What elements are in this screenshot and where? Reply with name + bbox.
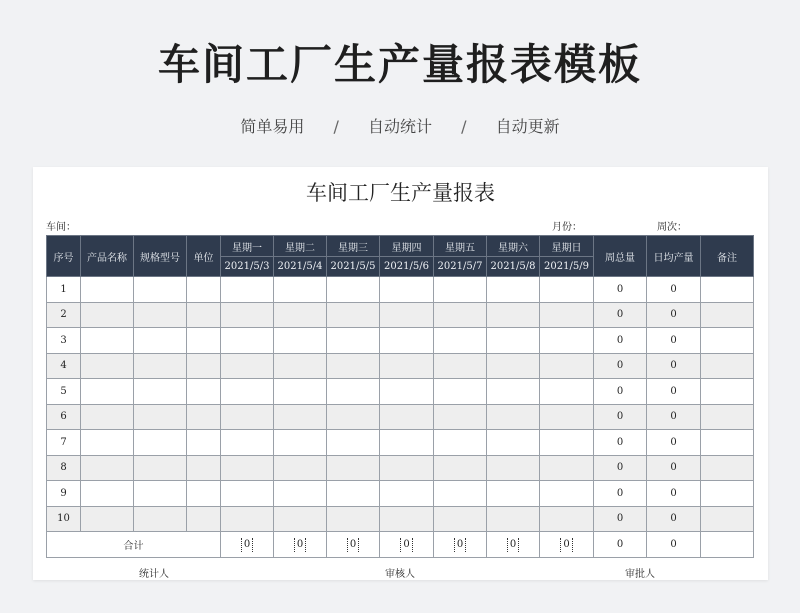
weekly-total-cell[interactable]: 0 [594, 455, 647, 481]
month-label[interactable]: 月份： [552, 222, 582, 233]
header-day: 星期一 [221, 236, 274, 257]
day-cell[interactable] [221, 353, 274, 379]
day-cell[interactable] [540, 430, 594, 456]
table-row [47, 455, 754, 481]
header-remarks: 备注 [701, 236, 754, 277]
daily-avg-cell[interactable]: 0 [647, 353, 701, 379]
spec-cell[interactable] [134, 353, 187, 379]
remarks-cell[interactable] [701, 328, 754, 354]
day-cell[interactable] [540, 277, 594, 303]
spec-cell[interactable] [134, 277, 187, 303]
remarks-cell[interactable] [701, 379, 754, 405]
seq-cell[interactable]: 6 [47, 404, 81, 430]
spec-cell[interactable] [134, 455, 187, 481]
product-cell[interactable] [81, 506, 134, 532]
remarks-cell[interactable] [701, 430, 754, 456]
day-cell[interactable] [327, 353, 380, 379]
unit-cell[interactable] [187, 481, 221, 507]
header-day: 星期三 [327, 236, 380, 257]
remarks-cell[interactable] [701, 277, 754, 303]
day-cell[interactable] [327, 328, 380, 354]
header-date: 2021/5/7 [434, 257, 487, 277]
spec-cell[interactable] [134, 430, 187, 456]
day-cell[interactable] [380, 277, 434, 303]
day-cell[interactable] [434, 277, 487, 303]
weekly-total-cell[interactable]: 0 [594, 277, 647, 303]
day-cell[interactable] [274, 404, 327, 430]
day-total-cell[interactable]: 0 [327, 532, 380, 558]
header-date: 2021/5/5 [327, 257, 380, 277]
product-cell[interactable] [81, 481, 134, 507]
day-cell[interactable] [274, 481, 327, 507]
day-cell[interactable] [221, 277, 274, 303]
unit-cell[interactable] [187, 430, 221, 456]
day-cell[interactable] [380, 430, 434, 456]
spec-cell[interactable] [134, 481, 187, 507]
seq-cell[interactable]: 7 [47, 430, 81, 456]
day-cell[interactable] [487, 379, 540, 405]
day-cell[interactable] [327, 506, 380, 532]
day-cell[interactable] [540, 353, 594, 379]
total-row [47, 532, 754, 558]
day-cell[interactable] [487, 302, 540, 328]
day-cell[interactable] [327, 379, 380, 405]
day-cell[interactable] [434, 404, 487, 430]
header-day: 星期四 [380, 236, 434, 257]
day-cell[interactable] [380, 481, 434, 507]
remarks-cell[interactable] [701, 455, 754, 481]
weekly-total-cell[interactable]: 0 [594, 328, 647, 354]
day-cell[interactable] [487, 506, 540, 532]
day-cell[interactable] [434, 455, 487, 481]
footer-stat-person: 统计人 [139, 569, 169, 580]
day-cell[interactable] [487, 430, 540, 456]
unit-cell[interactable] [187, 404, 221, 430]
total-weekly[interactable]: 0 [594, 532, 647, 558]
day-cell[interactable] [274, 277, 327, 303]
day-total-cell[interactable]: 0 [540, 532, 594, 558]
unit-cell[interactable] [187, 302, 221, 328]
day-cell[interactable] [380, 379, 434, 405]
day-cell[interactable] [380, 404, 434, 430]
table-row [47, 302, 754, 328]
daily-avg-cell[interactable]: 0 [647, 404, 701, 430]
day-total-cell[interactable]: 0 [380, 532, 434, 558]
day-cell[interactable] [540, 455, 594, 481]
header-product: 产品名称 [81, 236, 134, 277]
sheet-title: 车间工厂生产量报表 [306, 181, 495, 205]
header-unit: 单位 [187, 236, 221, 277]
header-spec: 规格型号 [134, 236, 187, 277]
day-cell[interactable] [274, 353, 327, 379]
seq-cell[interactable]: 4 [47, 353, 81, 379]
seq-cell[interactable]: 9 [47, 481, 81, 507]
unit-cell[interactable] [187, 455, 221, 481]
day-cell[interactable] [327, 277, 380, 303]
remarks-cell[interactable] [701, 506, 754, 532]
day-cell[interactable] [274, 302, 327, 328]
separator: / [461, 117, 467, 136]
day-cell[interactable] [221, 430, 274, 456]
weekly-total-cell[interactable]: 0 [594, 506, 647, 532]
day-cell[interactable] [221, 404, 274, 430]
day-cell[interactable] [221, 455, 274, 481]
day-cell[interactable] [380, 302, 434, 328]
day-cell[interactable] [434, 353, 487, 379]
day-cell[interactable] [327, 430, 380, 456]
daily-avg-cell[interactable]: 0 [647, 455, 701, 481]
spec-cell[interactable] [134, 302, 187, 328]
header-day: 星期五 [434, 236, 487, 257]
day-cell[interactable] [327, 302, 380, 328]
product-cell[interactable] [81, 379, 134, 405]
product-cell[interactable] [81, 328, 134, 354]
seq-cell[interactable]: 10 [47, 506, 81, 532]
table-row [47, 328, 754, 354]
day-cell[interactable] [221, 328, 274, 354]
day-cell[interactable] [274, 328, 327, 354]
header-date: 2021/5/4 [274, 257, 327, 277]
feature-auto-update: 自动更新 [495, 117, 560, 136]
seq-cell[interactable]: 2 [47, 302, 81, 328]
day-cell[interactable] [540, 379, 594, 405]
daily-avg-cell[interactable]: 0 [647, 481, 701, 507]
day-cell[interactable] [380, 455, 434, 481]
header-date: 2021/5/3 [221, 257, 274, 277]
daily-avg-cell[interactable]: 0 [647, 302, 701, 328]
day-cell[interactable] [221, 506, 274, 532]
table-row [47, 277, 754, 303]
workshop-label[interactable]: 车间： [46, 222, 76, 233]
product-cell[interactable] [81, 455, 134, 481]
daily-avg-cell[interactable]: 0 [647, 277, 701, 303]
day-cell[interactable] [434, 328, 487, 354]
separator: / [333, 117, 339, 136]
weekly-total-cell[interactable]: 0 [594, 353, 647, 379]
header-date: 2021/5/6 [380, 257, 434, 277]
seq-cell[interactable]: 1 [47, 277, 81, 303]
day-cell[interactable] [540, 302, 594, 328]
seq-cell[interactable]: 3 [47, 328, 81, 354]
product-cell[interactable] [81, 277, 134, 303]
spec-cell[interactable] [134, 404, 187, 430]
day-cell[interactable] [487, 277, 540, 303]
day-cell[interactable] [434, 481, 487, 507]
table-row [47, 404, 754, 430]
day-cell[interactable] [221, 379, 274, 405]
day-cell[interactable] [540, 481, 594, 507]
day-total-cell[interactable]: 0 [487, 532, 540, 558]
feature-easy: 简单易用 [240, 117, 305, 136]
report-sheet [33, 167, 768, 580]
day-cell[interactable] [434, 506, 487, 532]
unit-cell[interactable] [187, 277, 221, 303]
daily-avg-cell[interactable]: 0 [647, 506, 701, 532]
total-remarks[interactable] [701, 532, 754, 558]
day-total-cell[interactable]: 0 [434, 532, 487, 558]
unit-cell[interactable] [187, 506, 221, 532]
product-cell[interactable] [81, 430, 134, 456]
header-date: 2021/5/8 [487, 257, 540, 277]
day-cell[interactable] [487, 404, 540, 430]
daily-avg-cell[interactable]: 0 [647, 430, 701, 456]
spec-cell[interactable] [134, 328, 187, 354]
spec-cell[interactable] [134, 379, 187, 405]
total-daily-avg[interactable]: 0 [647, 532, 701, 558]
day-cell[interactable] [540, 506, 594, 532]
weekly-total-cell[interactable]: 0 [594, 430, 647, 456]
unit-cell[interactable] [187, 353, 221, 379]
total-label: 合计 [47, 532, 221, 558]
remarks-cell[interactable] [701, 404, 754, 430]
day-cell[interactable] [487, 455, 540, 481]
feature-tagline [0, 114, 800, 137]
header-daily-avg: 日均产量 [647, 236, 701, 277]
table-row [47, 430, 754, 456]
header-day: 星期日 [540, 236, 594, 257]
day-cell[interactable] [221, 481, 274, 507]
seq-cell[interactable]: 8 [47, 455, 81, 481]
day-cell[interactable] [380, 328, 434, 354]
daily-avg-cell[interactable]: 0 [647, 379, 701, 405]
unit-cell[interactable] [187, 328, 221, 354]
day-cell[interactable] [327, 404, 380, 430]
weekly-total-cell[interactable]: 0 [594, 481, 647, 507]
day-cell[interactable] [221, 302, 274, 328]
product-cell[interactable] [81, 404, 134, 430]
table-row [47, 481, 754, 507]
day-cell[interactable] [327, 481, 380, 507]
weekly-total-cell[interactable]: 0 [594, 404, 647, 430]
production-table [46, 235, 754, 558]
day-cell[interactable] [380, 506, 434, 532]
daily-avg-cell[interactable]: 0 [647, 328, 701, 354]
day-cell[interactable] [434, 379, 487, 405]
weekly-total-cell[interactable]: 0 [594, 302, 647, 328]
weekly-total-cell[interactable]: 0 [594, 379, 647, 405]
header-date: 2021/5/9 [540, 257, 594, 277]
day-cell[interactable] [540, 328, 594, 354]
day-cell[interactable] [434, 430, 487, 456]
seq-cell[interactable]: 5 [47, 379, 81, 405]
day-total-cell[interactable]: 0 [274, 532, 327, 558]
remarks-cell[interactable] [701, 353, 754, 379]
feature-auto-stats: 自动统计 [367, 117, 432, 136]
header-day: 星期二 [274, 236, 327, 257]
header-seq: 序号 [47, 236, 81, 277]
day-total-cell[interactable]: 0 [221, 532, 274, 558]
day-cell[interactable] [487, 353, 540, 379]
table-row [47, 506, 754, 532]
page-title: 车间工厂生产量报表模板 [157, 40, 642, 89]
week-label[interactable]: 周次： [657, 222, 687, 233]
footer-reviewer: 审核人 [385, 569, 415, 580]
day-cell[interactable] [274, 379, 327, 405]
day-cell[interactable] [274, 430, 327, 456]
table-row [47, 353, 754, 379]
day-cell[interactable] [434, 302, 487, 328]
day-cell[interactable] [540, 404, 594, 430]
day-cell[interactable] [487, 481, 540, 507]
table-row [47, 379, 754, 405]
day-cell[interactable] [487, 328, 540, 354]
day-cell[interactable] [380, 353, 434, 379]
header-day: 星期六 [487, 236, 540, 257]
day-cell[interactable] [274, 506, 327, 532]
header-weekly-total: 周总量 [594, 236, 647, 277]
remarks-cell[interactable] [701, 302, 754, 328]
footer-approver: 审批人 [625, 569, 655, 580]
day-cell[interactable] [274, 455, 327, 481]
product-cell[interactable] [81, 302, 134, 328]
product-cell[interactable] [81, 353, 134, 379]
spec-cell[interactable] [134, 506, 187, 532]
unit-cell[interactable] [187, 379, 221, 405]
day-cell[interactable] [327, 455, 380, 481]
remarks-cell[interactable] [701, 481, 754, 507]
